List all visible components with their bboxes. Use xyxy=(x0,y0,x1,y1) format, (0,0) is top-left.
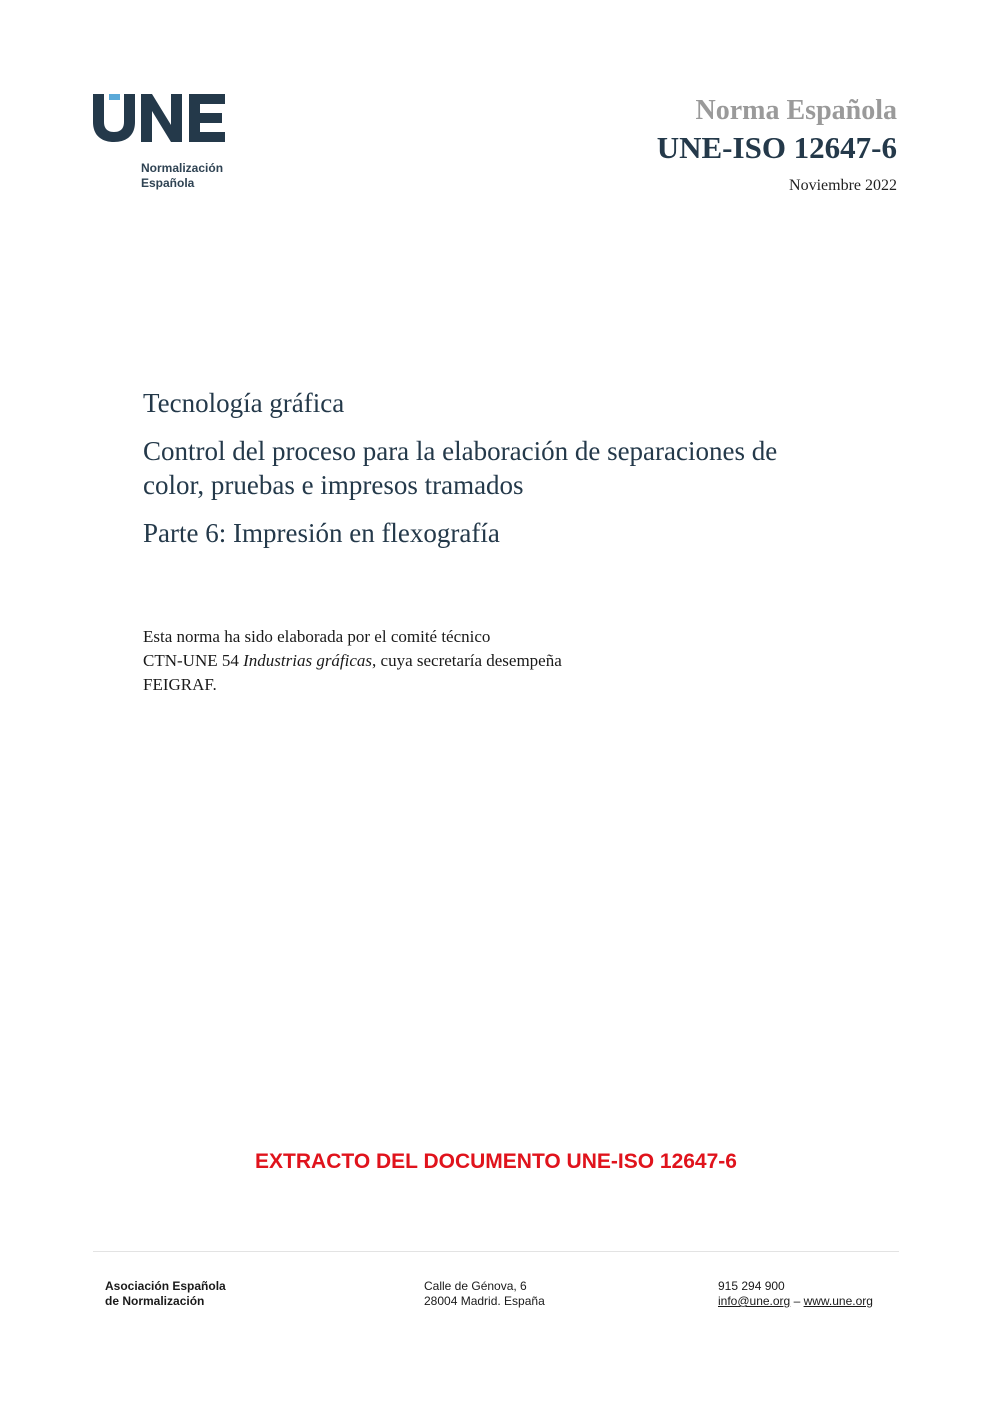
footer-address xyxy=(424,1279,545,1309)
web-link[interactable]: www.une.org xyxy=(803,1294,873,1308)
committee-line3: FEIGRAF. xyxy=(143,675,217,694)
document-titles xyxy=(143,386,913,550)
committee-line1: Esta norma ha sido elaborada por el comité técnico xyxy=(143,627,491,646)
title-sub xyxy=(143,434,913,502)
footer-contact xyxy=(718,1279,873,1309)
logo-subtitle xyxy=(141,161,223,191)
footer-org-line1: Asociación Española xyxy=(105,1279,226,1293)
footer-addr-line1: Calle de Génova, 6 xyxy=(424,1279,527,1293)
footer-links xyxy=(718,1294,873,1309)
norma-header xyxy=(657,94,897,195)
committee-line2 xyxy=(143,649,562,673)
committee-statement xyxy=(143,625,562,697)
email-link[interactable]: info@une.org xyxy=(718,1294,791,1308)
title-sub-line2: color, pruebas e impresos tramados xyxy=(143,470,524,500)
footer-addr-line2: 28004 Madrid. España xyxy=(424,1294,545,1308)
norma-label: Norma Española xyxy=(695,95,897,126)
footer-org-line2: de Normalización xyxy=(105,1294,205,1308)
title-sub-line1: Control del proceso para la elaboración de separaciones de xyxy=(143,436,778,466)
norma-code: UNE-ISO 12647-6 xyxy=(656,130,897,165)
committee-name: Industrias gráficas xyxy=(243,651,373,670)
logo-sub-line1: Normalización xyxy=(141,161,224,175)
extract-notice: EXTRACTO DEL DOCUMENTO UNE-ISO 12647-6 xyxy=(255,1150,737,1173)
committee-suffix: , cuya secretaría desempeña xyxy=(372,651,562,670)
title-main: Tecnología gráfica xyxy=(143,388,345,418)
footer-organization xyxy=(105,1279,226,1309)
logo-sub-line2: Española xyxy=(141,176,195,190)
norma-date: Noviembre 2022 xyxy=(789,177,897,194)
link-separator: – xyxy=(790,1294,804,1308)
committee-code: CTN-UNE 54 xyxy=(143,651,244,670)
title-part: Parte 6: Impresión en flexografía xyxy=(143,518,500,548)
footer-divider xyxy=(93,1251,899,1252)
footer-phone: 915 294 900 xyxy=(718,1279,785,1293)
